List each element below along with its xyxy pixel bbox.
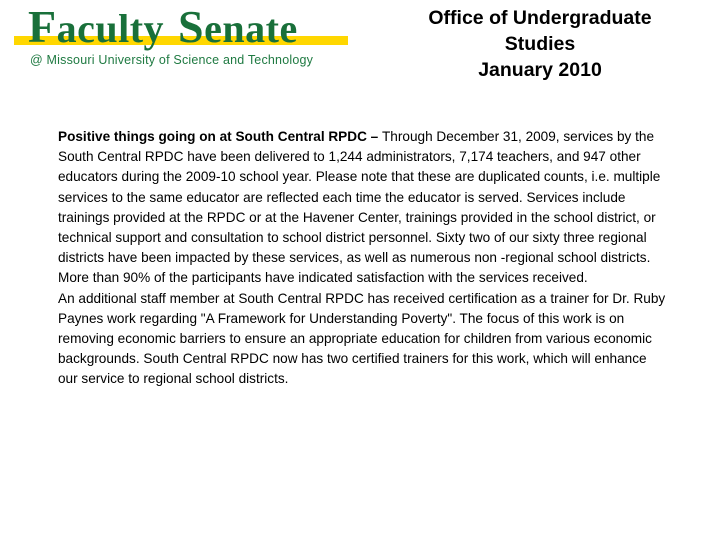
body-content [58, 127, 668, 390]
logo-subtitle: @ Missouri University of Science and Technology [30, 53, 314, 67]
faculty-senate-logo [12, 1, 360, 76]
paragraph-trainer-certification: An additional staff member at South Central RPDC has received certification as a trainer for Dr. Ruby Paynes work regarding "A Framework for Understanding Poverty". The focus of this work is on removing economic barriers to ensure an appropriate education for children from various economic backgrounds. South Central RPDC now has two certified trainers for this work, which will enhance our service to regional school districts. [58, 290, 666, 387]
page-title [370, 5, 710, 83]
paragraph-1-text: Through December 31, 2009, services by the South Central RPDC have been delivered to 1,244 administrators, 7,174 teachers, and 947 other educators during the 2009-10 school year. Please note that these are duplicated counts, i.e. multiple services to the same educator are reflected each time the educator is served. Services include trainings provided at the RPDC or at the Havener Center, trainings provided in the school district, or technical support and consultation to school district personnel. Sixty two of our sixty three regional districts have been impacted by these services, as well as numerous non -regional school districts. More than 90% of the participants have indicated satisfaction with the services received. [58, 129, 661, 286]
page-title-line-2: Studies [504, 33, 576, 55]
logo-wordmark [28, 1, 348, 52]
logo-word-enate: enate [204, 6, 298, 51]
page-title-line-3: January 2010 [478, 59, 602, 81]
paragraph-lead-in: Positive things going on at South Central RPDC – [58, 129, 382, 144]
logo-letter-s: S [178, 1, 205, 52]
logo-word-aculty: aculty [56, 6, 165, 51]
logo-letter-f: F [28, 1, 57, 52]
page-title-line-1: Office of Undergraduate [428, 7, 652, 29]
paragraph-south-central-rpdc [58, 127, 668, 289]
